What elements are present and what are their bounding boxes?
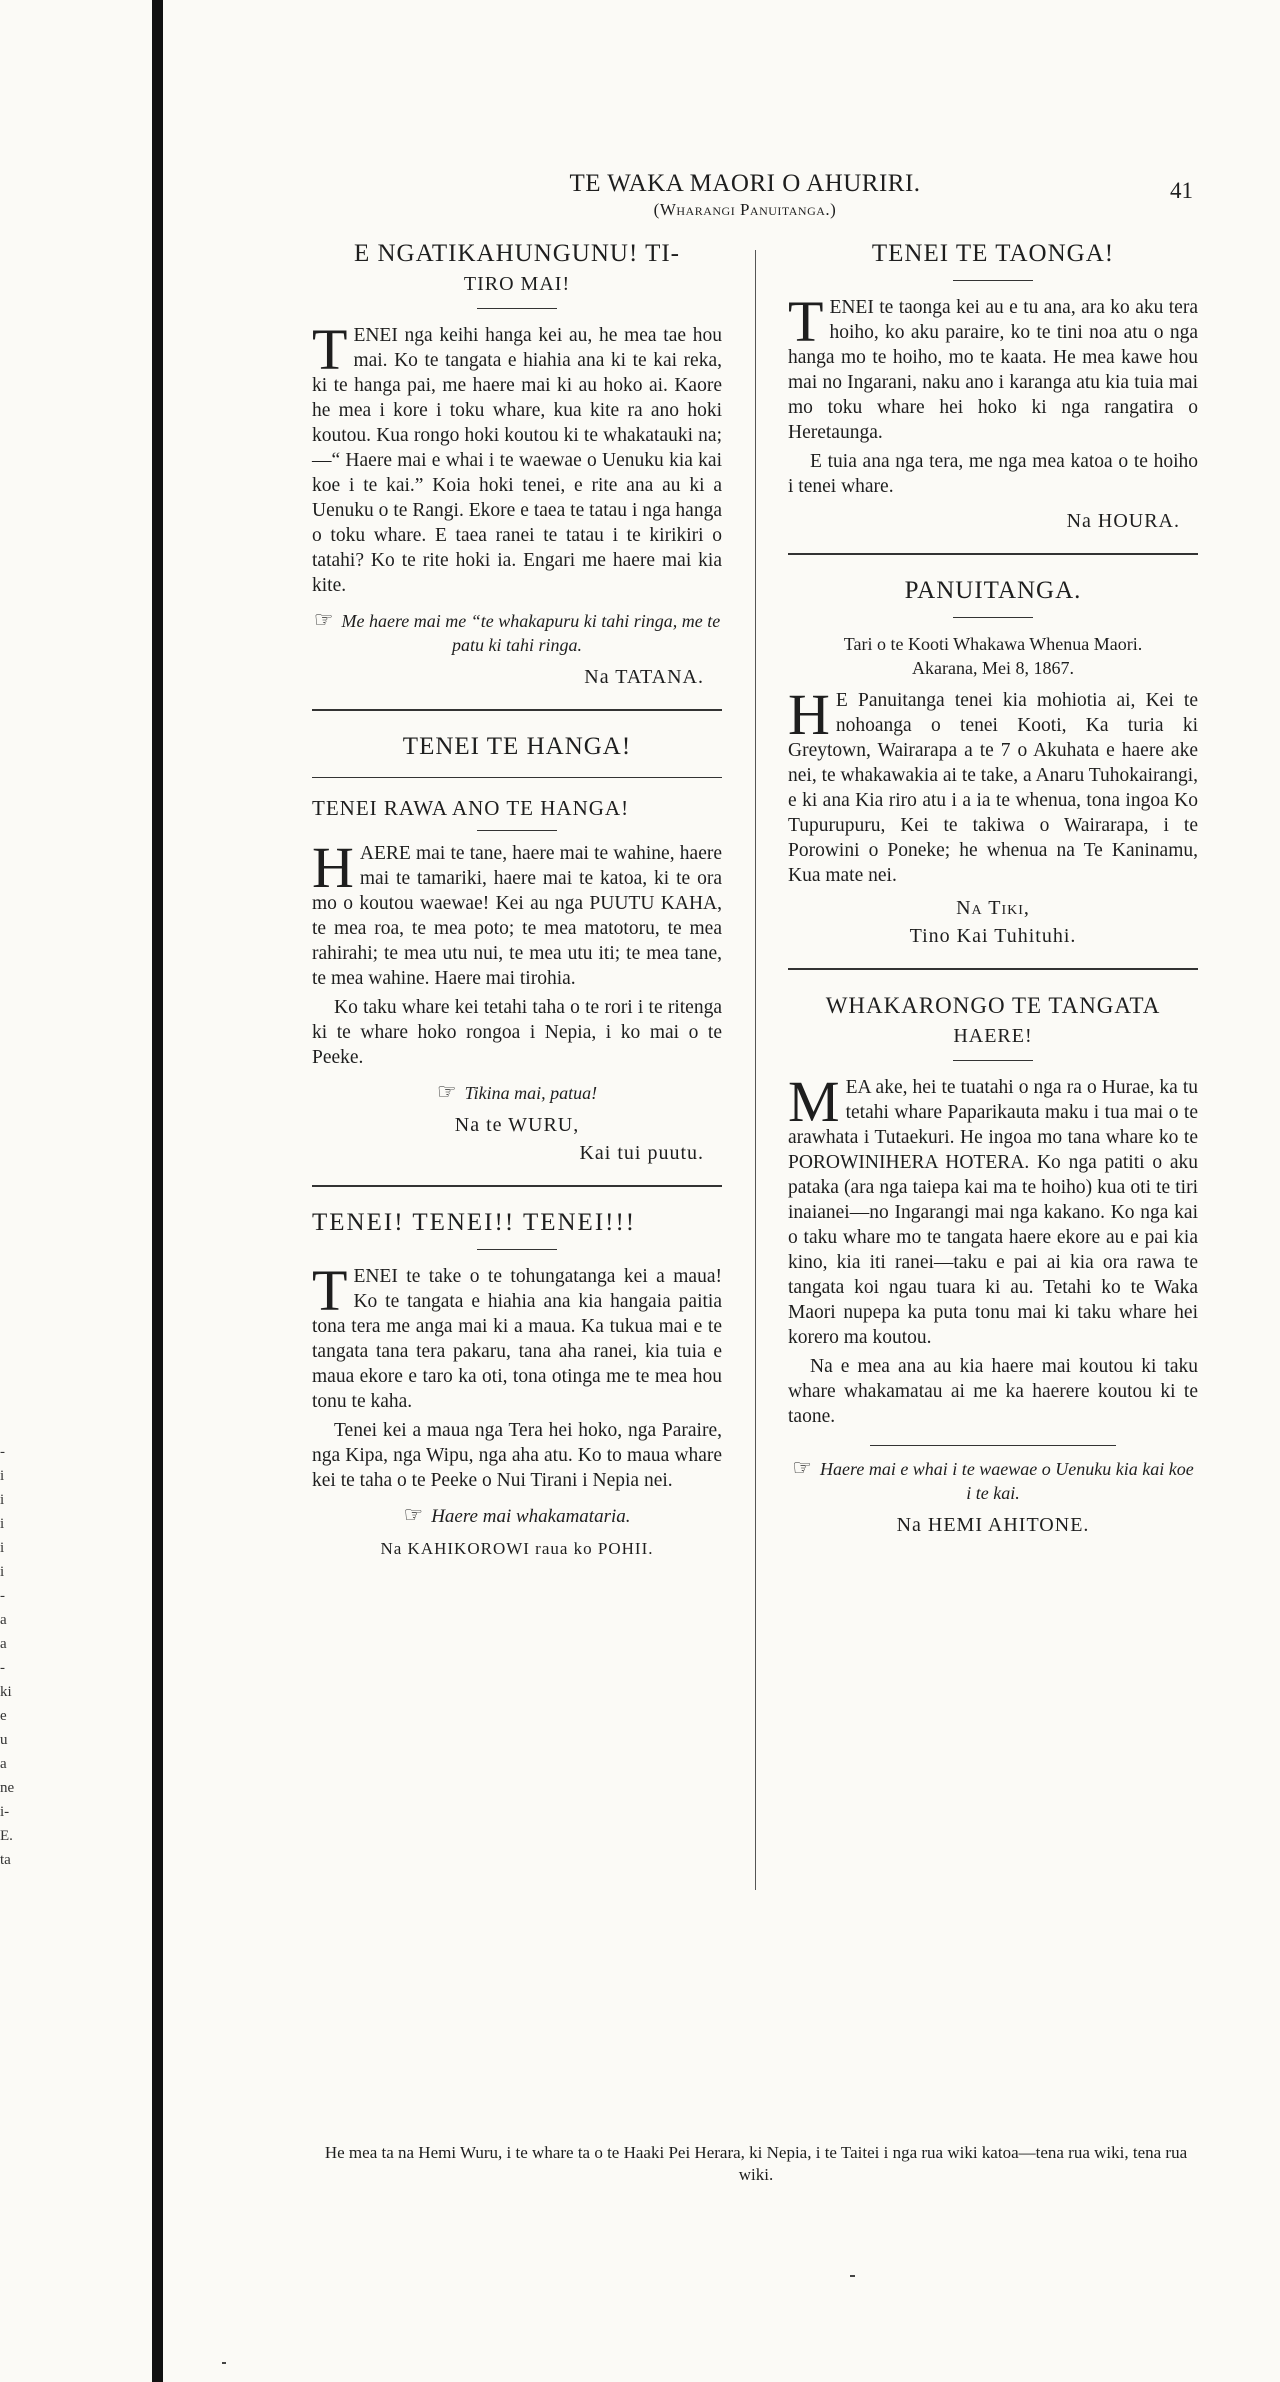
short-rule	[477, 1249, 557, 1250]
paragraph-text: AERE mai te tane, haere mai te wahine, haere mai te tamariki, haere mai te katoa, ki te ora mo o koutou waewae! Kei au nga PUUTU KAHA, te mea roa, te mea poto; te mea matotoru, te mea rahirahi; te mea utu nui, te mea utu iti; te mea tane, te mea wahine. Haere mai tirohia.	[312, 843, 722, 989]
advert-ngatikahungunu	[312, 238, 722, 691]
advert-body	[788, 289, 1198, 445]
pointing-hand-note	[312, 1503, 722, 1529]
note-text: Haere mai e whai i te waewae o Uenuku kia kai koe i te kai.	[820, 1459, 1194, 1503]
signature: Na KAHIKOROWI raua ko POHII.	[380, 1539, 654, 1558]
drop-cap: M	[788, 1069, 840, 1134]
note-text: Me haere mai me “te whakapuru ki tahi ringa, me te patu ki tahi ringa.	[341, 611, 721, 655]
section-title: E NGATIKAHUNGUNU! TI-	[353, 240, 681, 267]
advert-body: Na e mea ana au kia haere mai koutou ki taku whare whakamatau ai me ka haerere koutou ki te taone.	[788, 1356, 1198, 1427]
signature: Na HEMI AHITONE.	[896, 1514, 1090, 1536]
newspaper-subtitle: (Wharangi Panuitanga.)	[653, 200, 837, 219]
notice-body	[788, 682, 1198, 888]
signature-title: Kai tui puutu.	[579, 1142, 704, 1164]
advert-body	[312, 835, 722, 991]
signature: Na te WURU,	[454, 1114, 580, 1136]
margin-fragment: E.	[0, 1828, 13, 1844]
margin-fragment: i	[0, 1492, 5, 1508]
paragraph-text: EA ake, hei te tuatahi o nga ra o Hurae, ka tu tetahi whare Paparikauta maku i tua mai o te arawhata i Tutaekuri. He ingoa mo tana whare ko te POROWINIHERA HOTERA. Ko nga patiti o aku pataka (ara nga taiepa kai ma te hoiho) kua oti te tiri inaianei—no Ingarangi mai nga kakano. Ko nga kai o taku whare mo te tangata haere ekore au e pai kia kino, kia iti ranei—taku e pai ai kia ora rawa te tangata koi ngau tuara ki au. Tetahi ko te Waka Maori nupepa ka puta tonu mai ki taku whare hei korero ma koutou.	[788, 1077, 1198, 1348]
pointing-hand-note	[788, 1456, 1198, 1505]
column-divider	[755, 250, 756, 1890]
section-separator	[788, 968, 1198, 970]
printer-imprint: He mea ta na Hemi Wuru, i te whare ta o te Haaki Pei Herara, ki Nepia, i te Taitei i nga rua wiki katoa—tena rua wiki, tena rua wiki.	[324, 2143, 1188, 2184]
section-title-continued: TIRO MAI!	[463, 273, 571, 295]
pointing-hand-icon: ☞	[792, 1455, 812, 1480]
note-text: Haere mai whakamataria.	[431, 1506, 631, 1527]
advert-body: Tenei kei a maua nga Tera hei hoko, nga Paraire, nga Kipa, nga Wipu, nga aha atu. Ko to maua whare kei te taha o te Peeke o Nui Tirani i Nepia nei.	[312, 1420, 722, 1491]
short-rule	[870, 1445, 1116, 1446]
paragraph-text: ENEI te take o te tohungatanga kei a maua! Ko te tangata e hiahia ana kia hangaia paitia tona tera me anga mai ki a maua. Ka tukua mai e te tangata tana tera pakaru, tana aha ranei, kia tuia e maua ekore e taro ka oti, tona otinga me te mea hou tonu te kaha.	[312, 1266, 722, 1412]
section-title: TENEI TE TAONGA!	[871, 240, 1115, 267]
advert-body	[788, 1069, 1198, 1350]
pointing-hand-icon: ☞	[313, 607, 334, 632]
newspaper-title: TE WAKA MAORI O AHURIRI.	[569, 170, 921, 197]
short-rule	[477, 830, 557, 831]
advert-tenei-te-taonga	[788, 238, 1198, 535]
signature-title: Tino Kai Tuhituhi.	[909, 925, 1077, 947]
dateline-office: Tari o te Kooti Whakawa Whenua Maori.	[843, 634, 1143, 654]
margin-fragment: -	[0, 1660, 5, 1676]
pointing-hand-note	[312, 608, 722, 657]
signature: Na Tiki,	[956, 897, 1030, 919]
signature: Na TATANA.	[584, 666, 704, 688]
section-subtitle: TENEI RAWA ANO TE HANGA!	[312, 796, 630, 820]
advert-body: Ko taku whare kei tetahi taha o te rori i te ritenga ki te whare hoko rongoa i Nepia, i ko mai o te Peeke.	[312, 997, 722, 1068]
note-text: Tikina mai, patua!	[464, 1083, 598, 1103]
page-mark	[850, 2275, 855, 2277]
margin-fragment: ta	[0, 1852, 11, 1868]
margin-fragment: ne	[0, 1780, 15, 1796]
section-separator	[312, 1185, 722, 1187]
short-rule	[953, 280, 1033, 281]
short-rule	[477, 308, 557, 309]
dateline-date: Akarana, Mei 8, 1867.	[912, 658, 1074, 678]
margin-fragment: e	[0, 1708, 7, 1724]
paragraph-text: E Panuitanga tenei kia mohiotia ai, Kei te nohoanga o tenei Kooti, Ka turia ki Greytown, Wairarapa a te 7 o Akuhata e haere ake nei, te whakawakia ai te take, a Anaru Tuhokairangi, e ki ana Kia riro atu i a ia te whenua, tona ingoa Ko Tupurupuru, Kei te takiwa o Wairarapa, i te Porowini o Poneke; he whenua na Te Kaninamu, Kua mate nei.	[788, 690, 1198, 886]
drop-cap: H	[312, 835, 354, 900]
paragraph-text: ENEI nga keihi hanga kei au, he mea tae hou mai. Ko te tangata e hiahia ana ki te kai reka, ki te hanga pai, me haere mai ki au hoko ai. Kaore he mea i kore i toku whare, kua kite ra ano hoki koutou. Kua rongo hoki koutou ki te whakatauki na;—“ Haere mai e whai i te waewae o Uenuku kia kai koe i te kai.” Koia hoki tenei, e rite ana au ki a Uenuku o te Rangi. Ekore e taea te tatau i nga hanga o toku whare. E taea ranei te tatau i te kirikiri o tatahi? Ko te rite hoki ia. Engari me haere mai kia kite.	[312, 325, 722, 596]
short-rule	[953, 617, 1033, 618]
margin-fragment: -	[0, 1588, 5, 1604]
section-title: TENEI! TENEI!! TENEI!!!	[312, 1209, 637, 1236]
margin-fragment: i-	[0, 1804, 10, 1820]
margin-fragment: a	[0, 1636, 7, 1652]
margin-fragment: a	[0, 1612, 7, 1628]
page-mark	[222, 2362, 226, 2364]
advert-tenei-tenei	[312, 1207, 722, 1563]
margin-fragment: a	[0, 1756, 7, 1772]
pointing-hand-icon: ☞	[403, 1502, 424, 1527]
advert-whakarongo	[788, 990, 1198, 1539]
margin-fragment: i	[0, 1468, 5, 1484]
page-number: 41	[1170, 178, 1193, 203]
drop-cap: H	[788, 682, 830, 747]
drop-cap: T	[312, 317, 348, 382]
binding-edge	[152, 0, 163, 2382]
section-title: WHAKARONGO TE TANGATA	[825, 993, 1161, 1018]
margin-fragment: -	[0, 1444, 5, 1460]
notice-panuitanga	[788, 575, 1198, 950]
spine-margin-fragments	[0, 1440, 30, 1872]
right-column	[788, 238, 1198, 1539]
margin-fragment: i	[0, 1540, 5, 1556]
margin-fragment: i	[0, 1516, 5, 1532]
pointing-hand-note	[312, 1080, 722, 1105]
short-rule	[953, 1060, 1033, 1061]
paragraph-text: ENEI te taonga kei au e tu ana, ara ko aku tera hoiho, ko aku paraire, ko te tini noa atu o nga hanga mo te hoiho, mo te kaata. He mea kawe hou mai no Ingarani, naku ano i karanga atu kia tuia mai mo toku whare hei hoko ki nga rangatira o Heretaunga.	[788, 297, 1198, 443]
section-separator	[312, 777, 722, 778]
pointing-hand-icon: ☞	[436, 1079, 457, 1104]
signature: Na HOURA.	[1066, 510, 1180, 532]
advert-body	[312, 1258, 722, 1414]
section-separator	[312, 709, 722, 711]
drop-cap: T	[788, 289, 824, 354]
section-title-continued: HAERE!	[953, 1025, 1033, 1047]
advert-body: E tuia ana nga tera, me nga mea katoa o te hoiho i tenei whare.	[788, 451, 1198, 497]
section-title: PANUITANGA.	[904, 577, 1082, 604]
drop-cap: T	[312, 1258, 348, 1323]
margin-fragment: ki	[0, 1684, 12, 1700]
advert-body	[312, 317, 722, 598]
advert-tenei-te-hanga	[312, 731, 722, 1167]
margin-fragment: u	[0, 1732, 8, 1748]
section-title: TENEI TE HANGA!	[402, 733, 632, 760]
margin-fragment: i	[0, 1564, 5, 1580]
section-separator	[788, 553, 1198, 555]
left-column	[312, 238, 722, 1563]
